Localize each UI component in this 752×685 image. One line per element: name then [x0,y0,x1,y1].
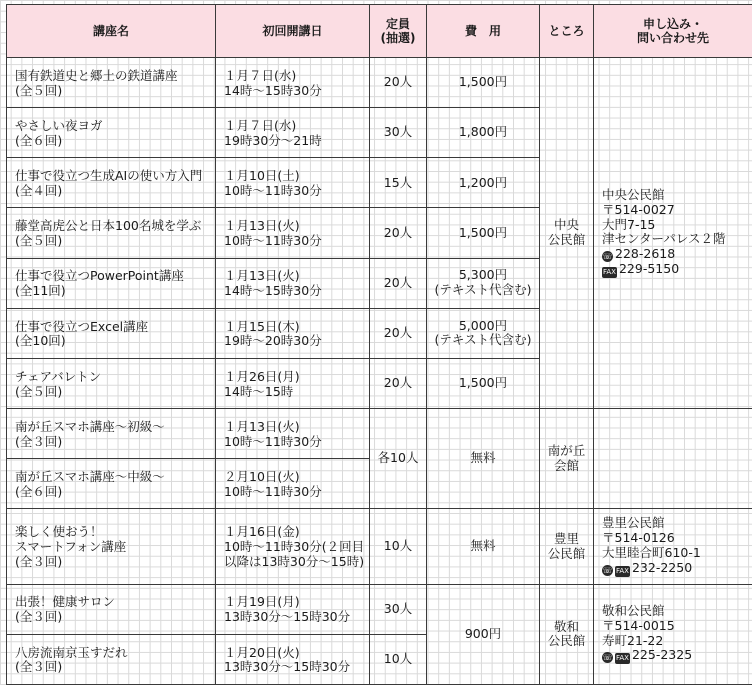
contact-telfax [602,648,752,664]
time-range: 13時30分～15時30分 [224,659,351,675]
fax-icon: FAX [616,566,629,575]
time-range: 14時～15時30分 [224,82,322,98]
date-cell [216,158,370,208]
contact-cell-chuo [594,58,752,409]
course-sessions: (全５回) [15,233,63,249]
header-capacity-line1: 定員 [385,16,410,31]
course-name-cell [7,108,216,158]
contact-zip: 〒514-0015 [602,617,675,633]
fee-cell [427,258,540,308]
time-range: 10時～11時30分 [224,233,322,249]
course-name-cell [7,158,216,208]
place-name: 会館 [553,457,579,473]
contact-address: 寿町21-22 [602,632,664,648]
header-fee: 費 用 [427,5,540,58]
contact-zip: 〒514-0027 [602,201,675,217]
capacity-cell: 20人 [370,58,427,108]
telfax-number: 225-2325 [631,647,693,663]
fee-cell: 1,800円 [427,108,540,158]
time-range: 10時～11時30分 [224,433,322,449]
place-name: 中央 [553,217,579,233]
first-date: １月15日(木) [224,318,300,334]
fee-cell: 900円 [427,584,540,684]
capacity-cell: 10人 [370,634,427,684]
first-date: １月19日(月) [224,594,300,610]
first-date: １月10日(土) [224,168,300,184]
place-cell-minamigaoka [540,409,594,509]
contact-tel [602,247,752,262]
fax-icon: FAX [603,268,616,277]
course-name: 仕事で役立つ生成AIの使い方入門 [15,168,203,184]
header-contact [594,5,752,58]
header-capacity [370,5,427,58]
date-cell [216,258,370,308]
date-cell [216,58,370,108]
header-place: ところ [540,5,594,58]
table-row [7,509,752,584]
capacity-cell: 20人 [370,208,427,258]
header-course-name: 講座名 [7,5,216,58]
fee-note: (テキスト代含む) [434,282,532,298]
fee-cell [427,308,540,358]
contact-fax [602,262,752,278]
header-contact-line2: 問い合わせ先 [636,31,709,45]
course-name: チェアバレトン [15,368,102,384]
telfax-number: 232-2250 [631,559,693,575]
course-sessions: (全３回) [15,609,63,625]
date-cell [216,634,370,684]
fee-note: (テキスト代含む) [434,332,532,348]
fee-amount: 5,300円 [458,267,508,283]
place-name: 敬和 [553,618,579,634]
capacity-cell: 各10人 [370,409,427,509]
course-name: 楽しく使おう！ [15,524,103,540]
phone-icon: ☏ [602,565,613,575]
contact-address: 大里睦合町610-1 [602,544,701,560]
time-range: 19時30分～21時 [224,132,322,148]
first-date: １月７日(水) [224,117,297,133]
fee-cell: 1,200円 [427,158,540,208]
contact-cell-toyosato [594,509,752,584]
date-cell [216,308,370,358]
place-name: 豊里 [553,530,579,546]
course-sessions: (全３回) [15,659,63,675]
date-cell [216,584,370,634]
course-name-cell [7,409,216,459]
course-name-cell [7,634,216,684]
course-name: 藤堂高虎公と日本100名城を学ぶ [15,218,202,234]
course-name-cell [7,358,216,408]
table-row [7,58,752,108]
contact-name: 豊里公民館 [602,515,665,531]
course-sessions: (全６回) [15,132,63,148]
place-name: 公民館 [547,545,586,561]
contact-name: 中央公民館 [602,187,665,203]
contact-cell-keiwa [594,584,752,684]
header-contact-line1: 申し込み・ [642,16,703,31]
table-row [7,584,752,634]
course-name: 南が丘スマホ講座～中級～ [15,469,165,485]
course-name-cell [7,258,216,308]
time-range: 14時～15時 [224,383,294,399]
time-range: 10時～11時30分 [224,483,322,499]
capacity-cell: 20人 [370,258,427,308]
date-cell [216,358,370,408]
tel-number: 228-2618 [615,246,676,262]
contact-cell-minamigaoka [594,409,752,509]
capacity-cell: 10人 [370,509,427,584]
first-date: １月20日(火) [224,644,300,660]
course-name: 国有鉄道史と郷土の鉄道講座 [15,67,178,83]
phone-icon: ☏ [602,653,613,663]
course-sessions: (全11回) [15,283,66,299]
first-date: １月16日(金) [224,524,300,540]
capacity-cell: 30人 [370,584,427,634]
place-cell-toyosato [540,509,594,584]
header-first-date: 初回開講日 [216,5,370,58]
course-sessions: (全５回) [15,383,63,399]
course-sessions: (全３回) [15,553,63,569]
first-date: １月13日(火) [224,418,300,434]
time-range: 13時30分～15時30分 [224,609,351,625]
contact-address: 大門7-15 [602,216,656,232]
course-sessions: (全３回) [15,433,63,449]
fee-cell: 1,500円 [427,358,540,408]
date-cell [216,208,370,258]
capacity-cell: 30人 [370,108,427,158]
course-name: やさしい夜ヨガ [15,117,103,133]
place-cell-chuo [540,58,594,409]
place-cell-keiwa [540,584,594,684]
course-name: 八房流南京玉すだれ [15,644,128,660]
fee-cell: 無料 [427,409,540,509]
contact-address: 津センターパレス２階 [602,231,726,247]
place-name: 公民館 [547,232,586,248]
fax-number: 229-5150 [618,261,680,277]
time-range: 19時～20時30分 [224,333,322,349]
contact-zip: 〒514-0126 [602,530,675,546]
course-name-cell [7,509,216,584]
place-name: 南が丘 [547,443,586,458]
fee-cell: 1,500円 [427,58,540,108]
date-cell [216,409,370,459]
course-sessions: (全４回) [15,182,63,198]
course-sessions: (全６回) [15,483,63,499]
time-range: 14時～15時30分 [224,283,322,299]
first-date: １月７日(水) [224,67,297,83]
date-cell [216,108,370,158]
course-name-cell [7,308,216,358]
contact-name: 敬和公民館 [602,603,665,619]
first-date: １月13日(火) [224,268,300,284]
capacity-cell: 20人 [370,358,427,408]
course-name-cell [7,208,216,258]
place-name: 公民館 [547,633,586,649]
time-range: 以降は13時30分～15時) [224,553,365,569]
course-name: 仕事で役立つExcel講座 [15,318,149,334]
first-date: ２月10日(火) [224,469,300,485]
time-range: 10時～11時30分(２回目 [224,539,365,555]
time-range: 10時～11時30分 [224,182,322,198]
course-name: スマートフォン講座 [15,539,127,555]
course-name-cell [7,58,216,108]
contact-telfax [602,561,752,577]
course-name-cell [7,584,216,634]
fee-amount: 5,000円 [458,317,508,333]
table-row [7,409,752,459]
fax-icon: FAX [616,654,629,663]
first-date: １月26日(月) [224,368,300,384]
capacity-cell: 15人 [370,158,427,208]
course-name: 南が丘スマホ講座～初級～ [15,418,165,434]
course-name-cell [7,459,216,509]
course-table [6,4,752,685]
course-sessions: (全５回) [15,82,63,98]
fee-cell: 無料 [427,509,540,584]
first-date: １月13日(火) [224,218,300,234]
capacity-cell: 20人 [370,308,427,358]
course-sessions: (全10回) [15,333,66,349]
course-name: 出張！健康サロン [15,594,116,610]
date-cell [216,459,370,509]
header-capacity-line2: (抽選) [380,31,416,45]
course-name: 仕事で役立つPowerPoint講座 [15,268,184,284]
fee-cell: 1,500円 [427,208,540,258]
date-cell [216,509,370,584]
phone-icon: ☏ [602,252,613,262]
table-header [7,5,752,58]
